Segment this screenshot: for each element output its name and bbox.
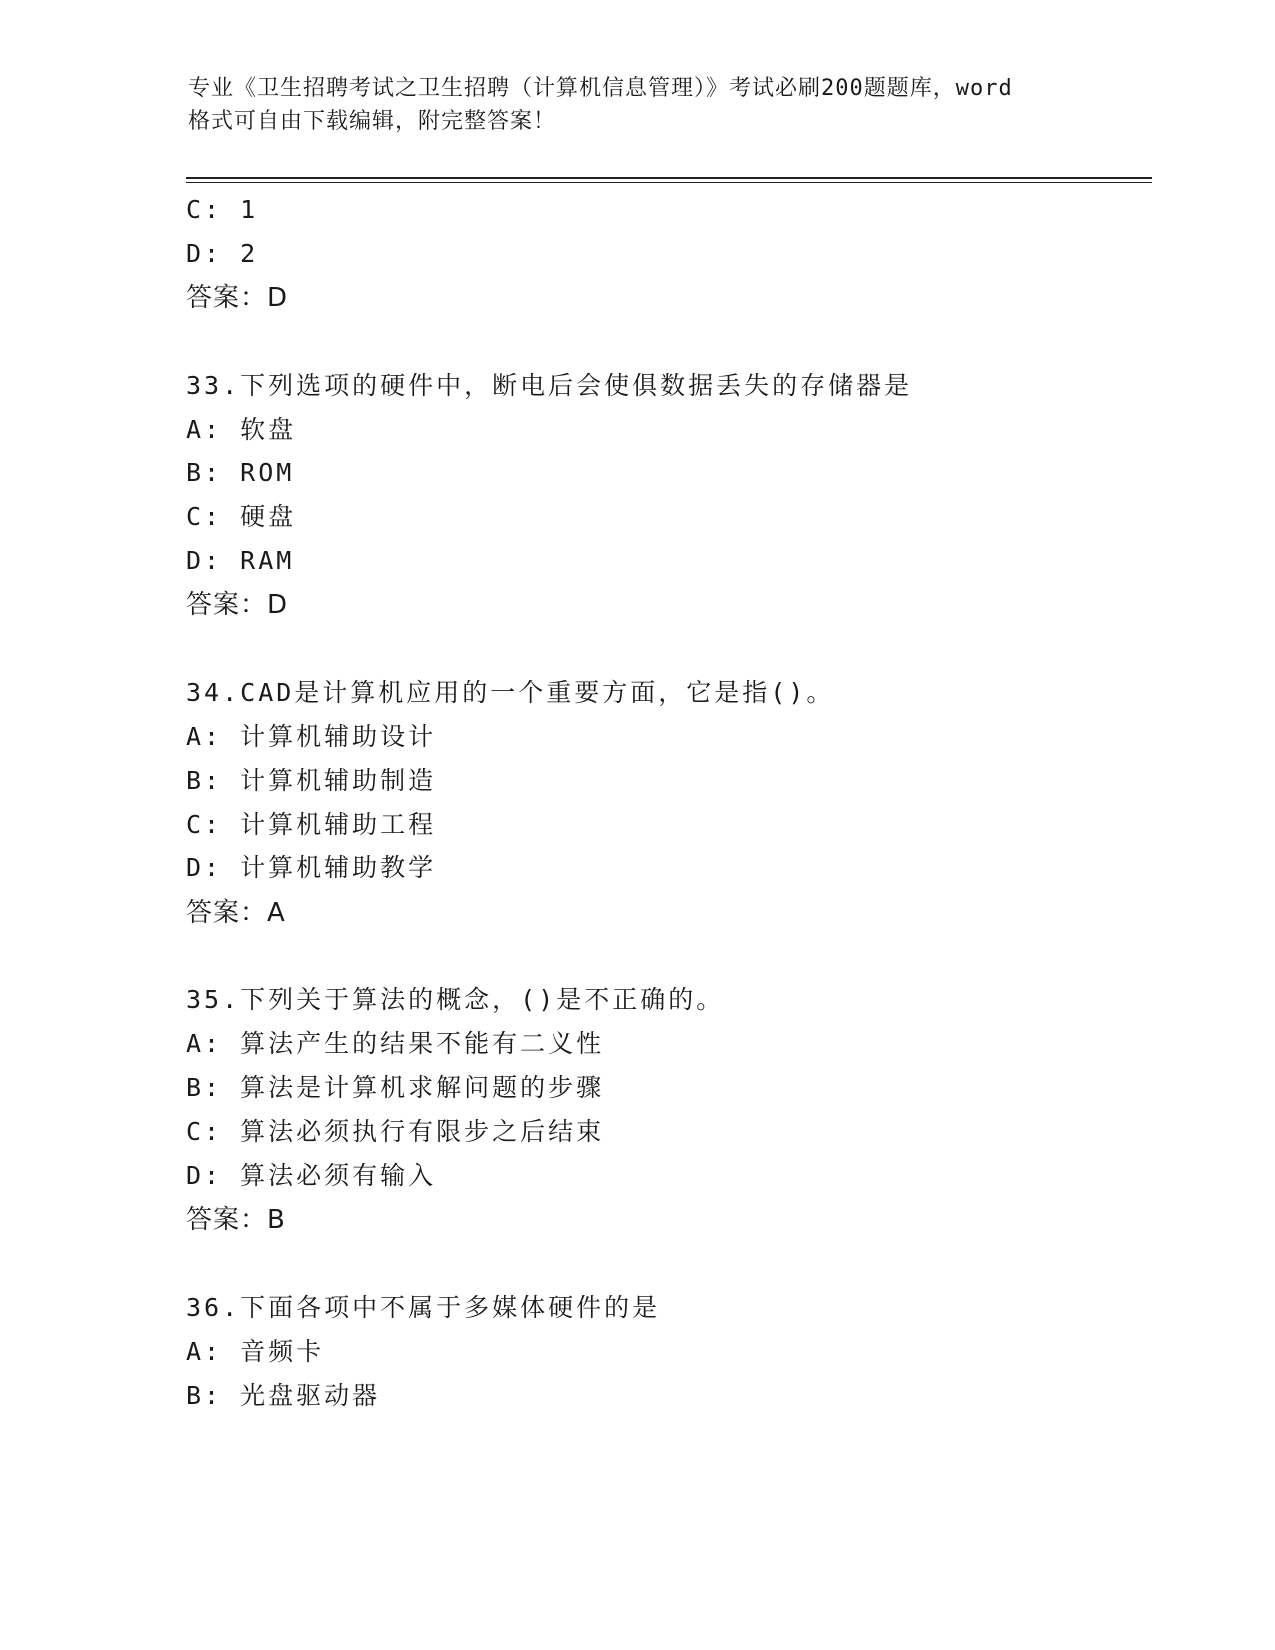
option-line: C: 硬盘	[186, 502, 297, 531]
answer-line: 答案：B	[186, 1205, 286, 1235]
answer-line: 答案：A	[186, 898, 286, 928]
header-line-2: 格式可自由下载编辑，附完整答案！	[188, 109, 557, 134]
option-line: A: 音频卡	[186, 1337, 325, 1366]
question-35-text: 35.下列关于算法的概念，()是不正确的。	[186, 985, 725, 1014]
header-divider-thin	[186, 182, 1152, 183]
header-divider-thick	[186, 177, 1152, 179]
option-line: D: 计算机辅助教学	[186, 853, 437, 882]
answer-line: 答案：D	[186, 590, 289, 620]
header-line-1: 专业《卫生招聘考试之卫生招聘（计算机信息管理）》考试必刷200题题库，word	[188, 76, 1013, 101]
question-34-text: 34.CAD是计算机应用的一个重要方面，它是指()。	[186, 678, 835, 707]
question-33-text: 33.下列选项的硬件中，断电后会使俱数据丢失的存储器是	[186, 371, 913, 400]
option-line: C: 1	[186, 195, 259, 224]
option-line: B: 光盘驱动器	[186, 1381, 381, 1410]
document-header	[188, 72, 1088, 138]
answer-line: 答案：D	[186, 283, 289, 313]
option-line: C: 算法必须执行有限步之后结束	[186, 1117, 605, 1146]
option-line: D: 2	[186, 239, 259, 268]
option-line: B: 计算机辅助制造	[186, 766, 437, 795]
option-line: A: 软盘	[186, 415, 297, 444]
option-line: B: ROM	[186, 458, 295, 487]
option-line: A: 计算机辅助设计	[186, 722, 437, 751]
option-line: D: RAM	[186, 546, 295, 575]
option-line: A: 算法产生的结果不能有二义性	[186, 1029, 605, 1058]
question-36-text: 36.下面各项中不属于多媒体硬件的是	[186, 1293, 661, 1322]
option-line: D: 算法必须有输入	[186, 1161, 437, 1190]
option-line: B: 算法是计算机求解问题的步骤	[186, 1073, 605, 1102]
option-line: C: 计算机辅助工程	[186, 810, 437, 839]
